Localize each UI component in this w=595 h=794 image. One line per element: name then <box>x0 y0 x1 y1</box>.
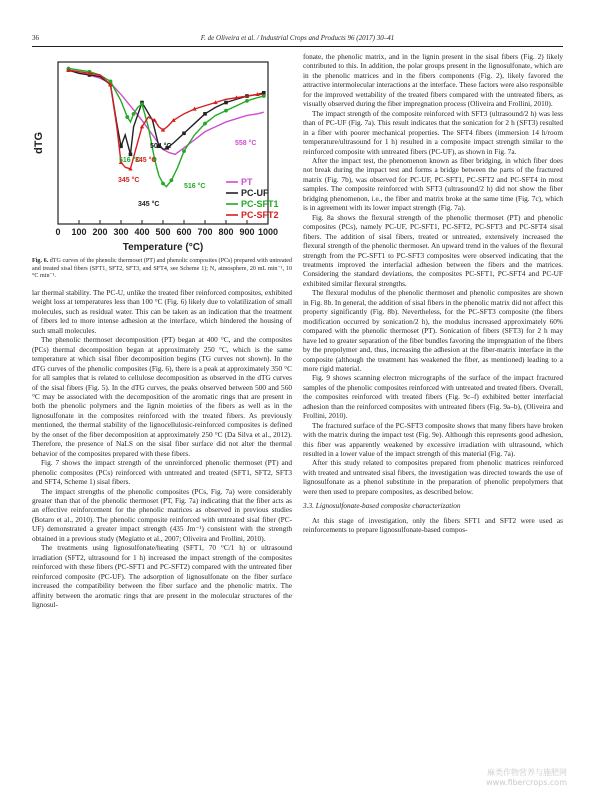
x-tick-label: 100 <box>71 227 87 237</box>
data-point <box>224 101 228 105</box>
data-point <box>224 109 228 113</box>
dtg-chart <box>30 52 290 264</box>
page-number: 36 <box>32 34 39 42</box>
peak-annotation: 516 °C <box>184 183 206 190</box>
caption-label: Fig. 6. <box>32 258 49 264</box>
paragraph: After this study related to composites prepared from phenolic matrices reinforced with treated and untreated sisal fibers, the investigation was directed towards the use of lignosulfonate as a phenol substitute in the preparation of phenolic prepolymers that were then used to prepare composites, as described below. <box>303 458 563 496</box>
running-header <box>32 34 563 44</box>
peak-annotation: 345 °C <box>138 201 160 208</box>
paragraph: fonate, the phenolic matrix, and in the lignin present in the sisal fibers (Fig. 2) likely contributed to this. In addition, the polar groups present in the lignosulfonate, which are in the phenolic matrices and in the fibers components (Fig. 2), likely favored the attractive intermolecular interactions at the interface. These factors were also responsible for the improved wettability of the treated fibers compared with the untreated fibers, as visually observed during the fiber impregnation process (Oliveira and Frollini, 2010). <box>303 52 563 109</box>
watermark <box>486 768 567 788</box>
watermark-line: 麻类作物营养与施肥网 <box>487 768 567 777</box>
peak-annotation: 345 °C <box>118 177 140 184</box>
paragraph: The treatments using lignosulfonate/heating (SFT1, 70 °C/1 h) or ultrasound irradiation (SFT2, ultrasound for 1 h) increased the impact strength of the composites reinforced with these fibers (PC-SFT1 and PC-SFT2) compared with the untreated fiber reinforced composite (PC-UF). The adsorption of lignosulfonate on the fiber surface increased the compatibility between the fiber surface and the phenolic matrix. The affinity between the aromatic rings that are present in the molecular structures of the lignosul- <box>32 543 292 609</box>
section-heading <box>303 501 563 510</box>
section-number: 3.3. <box>303 501 314 511</box>
paragraph: The flexural modulus of the phenolic thermoset and phenolic composites are shown in Fig. 8b. In general, the addition of sisal fibers in the phenolic matrix did not affect this property significantly (Fig. 8b). Nevertheless, for the PC-SFT3 composite (the fibers modification occurred by sonication/2 h), the modulus increased approximately 60% compared with the phenolic thermoset (PT). Sonication of fibers (SFT3) for 2 h may have led to greater separation of the fiber bundles favoring the impregnation of the fibers by the prepolymer and, thus, increasing the adhesion at the fiber-matrix interface in the composite (although the treatment has weakened the fiber, as mentioned) leading to a more rigid material. <box>303 288 563 373</box>
x-tick-label: 500 <box>155 227 171 237</box>
legend-label: PC-SFT1 <box>241 199 279 209</box>
header-rule <box>32 46 563 47</box>
paragraph: Fig. 7 shows the impact strength of the unreinforced phenolic thermoset (PT) and phenolic composites (PCs) reinforced with untreated and treated (SFT1, SFT2, SFT3 and SFT4, Scheme 1) sisal fibers. <box>32 458 292 487</box>
paragraph: After the impact test, the phenomenon known as fiber bridging, in which fiber does not break during the impact test and forms a bridge between the parts of the fractured matrix (Fig. 7b), was observed for PC-UF, PC-SFT1, PC-SFT2 and PC-SFT4 in most samples. The composite reinforced with SFT3 (ultrasound/2 h) did not show the fiber bridging phenomenon, i.e., the fiber and matrix broke at the same time (Fig. 7c), which is in agreement with its lower impact strength (Fig. 7a). <box>303 155 563 213</box>
section-title: Lignosulfonate-based composite characterization <box>315 501 461 511</box>
x-tick-label: 700 <box>197 227 213 237</box>
data-point <box>182 149 186 153</box>
paragraph: lar thermal stability. The PC-U, unlike the treated fiber reinforced composites, exhibited weight loss at temperatures less than 100 °C (Fig. 6) likely due to volatilization of small molecules, such as residual water. This can be taken as an indication that the treatment of fibers led to more intense adhesion at the interface, which hindered the housing of such small molecules. <box>32 288 292 335</box>
peak-annotation: 504 °C <box>150 143 172 150</box>
data-point <box>132 112 136 116</box>
peak-annotation: 558 °C <box>235 140 257 147</box>
x-tick-label: 800 <box>218 227 234 237</box>
journal-citation: F. de Oliveira et al. / Industrial Crops and Products 96 (2017) 30–41 <box>200 34 395 42</box>
x-tick-label: 600 <box>176 227 192 237</box>
peak-annotation: 516 °C <box>119 157 141 164</box>
x-tick-label: 400 <box>134 227 150 237</box>
right-column <box>303 52 563 535</box>
x-tick-label: 1000 <box>257 227 279 237</box>
data-point <box>182 131 186 135</box>
x-axis-label: Temperature (°C) <box>122 242 204 253</box>
data-point <box>125 115 129 119</box>
data-point <box>161 182 165 186</box>
caption-text: dTG curves of the phenolic thermoset (PT) and phenolic composites (PCs) prepared with untreated and treated sisal fibers (SFT1, SFT2, SFT3, and SFT4, see Scheme 1); N₂ atmosphere, 20 mL min⁻¹, 10 °C min⁻¹. <box>32 258 292 280</box>
paragraph: The impact strength of the composite reinforced with SFT3 (ultrasound/2 h) was less than of PC-UF (Fig. 7a). This result indicates that the sonication for 2 h (SFT3) resulted in a fiber with poorer mechanical properties. The SFT4 fibers (immersion 14 h/room temperature/ultrasound for 1 h) resulted in a composite impact strength similar to the reinforced composite with untreated fibers (PC-UF), as shown in Fig. 7a. <box>303 108 563 156</box>
data-point <box>203 112 207 116</box>
figure-6 <box>30 52 290 264</box>
paragraph: Fig. 8a shows the flexural strength of the phenolic thermoset (PT) and phenolic composites (PCs), namely PC-UF, PC-SFT1, PC-SFT2, PC-SFT3 and PC-SFT4 sisal fibers. The addition of sisal fibers, treated or untreated, extensively increased the flexural strength of the phenolic thermoset. An upward trend in the values of the flexural strength from the PC-SFT1 to PC-SFT3 composites were observed indicating that the treatments improved the interfacial adhesion between the fibers and the matrices. Considering the standard deviations, the composites PC-SFT1, PC-SFT4 and PC-UF exhibited similar flexural strengths. <box>303 212 563 288</box>
x-tick-label: 200 <box>92 227 108 237</box>
legend-label: PC-UF <box>241 188 269 198</box>
data-point <box>203 122 207 126</box>
left-column-bottom <box>32 288 292 609</box>
paragraph: The fractured surface of the PC-SFT3 composite shows that many fibers have broken with the matrix during the impact test (Fig. 9e). Although this represents good adhesion, this fiber was apparently weakened by excessive irradiation with ultrasound, which resulted in a lower value of the impact strength of this material (Fig. 7a). <box>303 420 563 459</box>
paragraph: Fig. 9 shows scanning electron micrographs of the surface of the impact fractured samples of the phenolic composites reinforced with untreated and treated fibers. Overall, the composites reinforced with treated fibers (Fig. 9c–f) exhibited better interfacial adhesion than the reinforced composites with untreated fibers (Fig. 9a–b), (Oliveira and Frollini, 2010). <box>303 373 563 421</box>
x-tick-label: 300 <box>113 227 129 237</box>
figure-caption <box>32 258 292 281</box>
legend-label: PC-SFT2 <box>241 210 279 220</box>
y-axis-label: dTG <box>33 132 45 154</box>
paragraph: The phenolic thermoset decomposition (PT) began at 400 °C, and the composites (PCs) thermal decomposition began at approximately 250 °C, which is the same temperature at which sisal fiber decomposition begins (TG curves not shown). In the dTG curves of the phenolic composites (Fig. 6), there is a peak at approximately 350 °C for all samples that is related to cellulose decomposition as observed in the dTG curves of the sisal fibers (Fig. 5). In the dTG curves, the peaks observed between 500 and 560 °C may be associated with the decomposition of the aromatic rings that are present in both the phenolic polymers and the lignin moieties of the fibers as well as in the lignosulfonate in the composites reinforced with the treated fibers. As previously mentioned, the thermal stability of the lignocellulosic-reinforced composites is defined by the onset of the fiber decomposition at approximately 250 °C (Da Silva et al., 2012). Therefore, the presence of NaLS on the sisal fiber surface did not alter the thermal behavior of the composites prepared with these fibers. <box>32 335 292 458</box>
data-point <box>245 99 249 103</box>
watermark-line: www.fibercrops.com <box>486 778 567 787</box>
x-tick-label: 0 <box>55 227 61 237</box>
peak-annotation: 345 °C <box>135 157 157 164</box>
x-tick-label: 900 <box>239 227 255 237</box>
data-point <box>140 102 144 106</box>
data-point <box>170 178 174 182</box>
paragraph: The impact strengths of the phenolic composites (PCs, Fig. 7a) were considerably greater than that of the phenolic thermoset (PT, Fig. 7a) indicating that the fiber acts as an effective reinforcement for the phenolic matrices as observed in previous studies (Botaro et al., 2010). The phenolic composite reinforced with untreated sisal fiber (PC-UF) demonstrated a greater impact strength (435 Jm⁻¹) consistent with the strength obtained in a previous study (Megiatto et al., 2007; Oliveira and Frollini, 2010). <box>32 486 292 543</box>
paragraph: At this stage of investigation, only the fibers SFT1 and SFT2 were used as reinforcements to prepare lignosulfonate-based compos- <box>303 515 563 535</box>
data-point <box>129 153 133 157</box>
legend-label: PT <box>241 177 253 187</box>
